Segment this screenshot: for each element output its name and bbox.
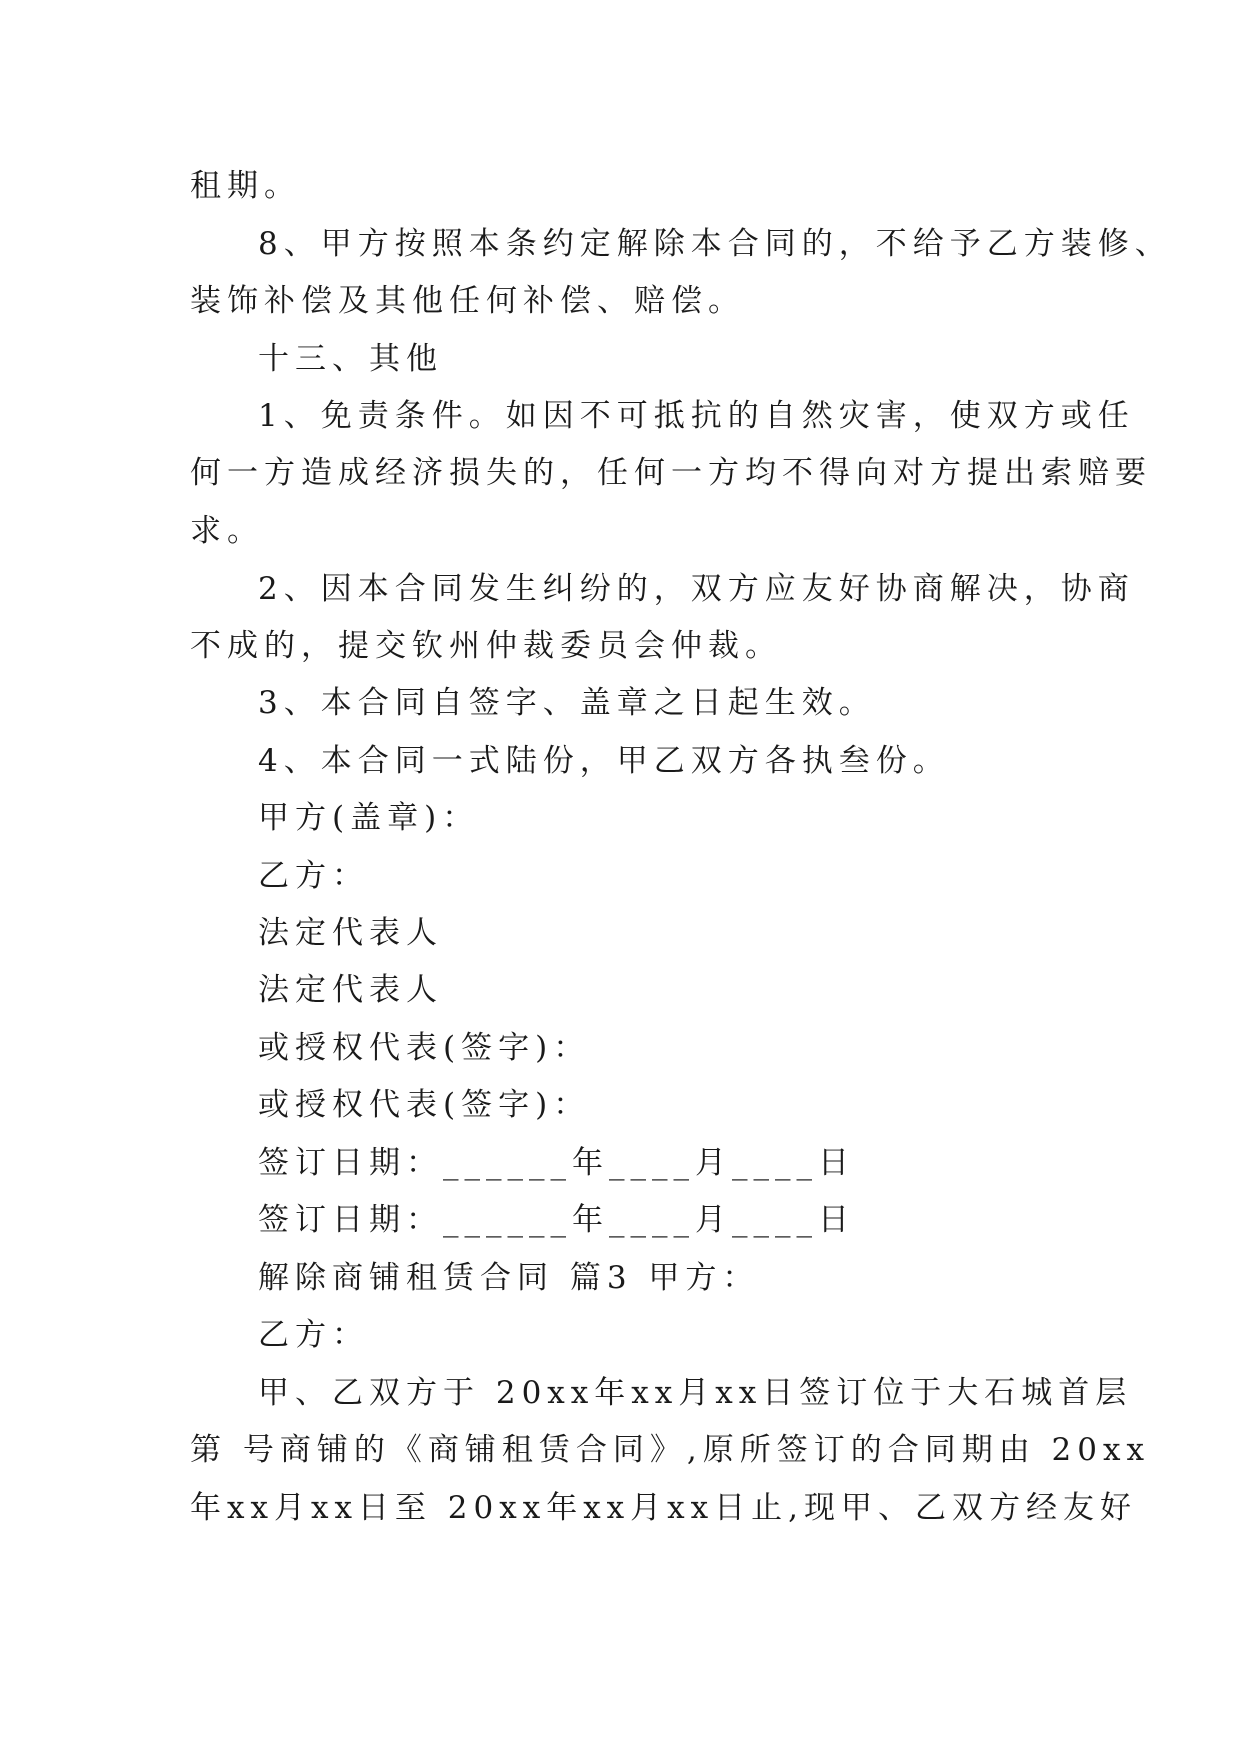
text-line-agreement: 甲、乙双方于 20xx年xx月xx日签订位于大石城首层 xyxy=(258,1375,1133,1411)
text-line-clause-2-cont: 不成的，提交钦州仲裁委员会仲裁。 xyxy=(190,628,782,664)
text-line-agreement-end: 年xx月xx日至 20xx年xx月xx日止,现甲、乙双方经友好 xyxy=(190,1490,1137,1526)
text-line-clause-2: 2、因本合同发生纠纷的，双方应友好协商解决，协商 xyxy=(258,571,1135,607)
text-line-clause-8-cont: 装饰补偿及其他任何补偿、赔偿。 xyxy=(190,283,745,319)
signature-authorized-rep-b: 或授权代表(签字)： xyxy=(258,1087,591,1123)
text-line-clause-1: 1、免责条件。如因不可抵抗的自然灾害，使双方或任 xyxy=(258,398,1135,434)
signature-legal-rep-a: 法定代表人 xyxy=(258,915,443,951)
section-heading-other: 十三、其他 xyxy=(258,341,443,377)
signing-date-a: 签订日期：______年____月____日 xyxy=(258,1145,855,1181)
text-line-clause-1-cont: 何一方造成经济损失的，任何一方均不得向对方提出索赔要 xyxy=(190,455,1152,491)
signature-party-a: 甲方(盖章)： xyxy=(258,800,480,836)
text-line-clause-4: 4、本合同一式陆份，甲乙双方各执叁份。 xyxy=(258,743,950,779)
signature-legal-rep-b: 法定代表人 xyxy=(258,972,443,1008)
text-line-clause-8: 8、甲方按照本条约定解除本合同的，不给予乙方装修、 xyxy=(258,226,1172,262)
text-line-lease-term-end: 租期。 xyxy=(190,168,301,204)
text-line-clause-3: 3、本合同自签字、盖章之日起生效。 xyxy=(258,685,876,721)
text-line-clause-1-end: 求。 xyxy=(190,513,264,549)
party-b-label: 乙方： xyxy=(258,1317,369,1353)
contract-title-part-3: 解除商铺租赁合同 篇3 甲方： xyxy=(258,1260,760,1296)
signature-authorized-rep-a: 或授权代表(签字)： xyxy=(258,1030,591,1066)
text-line-agreement-cont: 第 号商铺的《商铺租赁合同》,原所签订的合同期由 20xx xyxy=(190,1432,1150,1468)
signature-party-b: 乙方： xyxy=(258,858,369,894)
signing-date-b: 签订日期：______年____月____日 xyxy=(258,1202,855,1238)
